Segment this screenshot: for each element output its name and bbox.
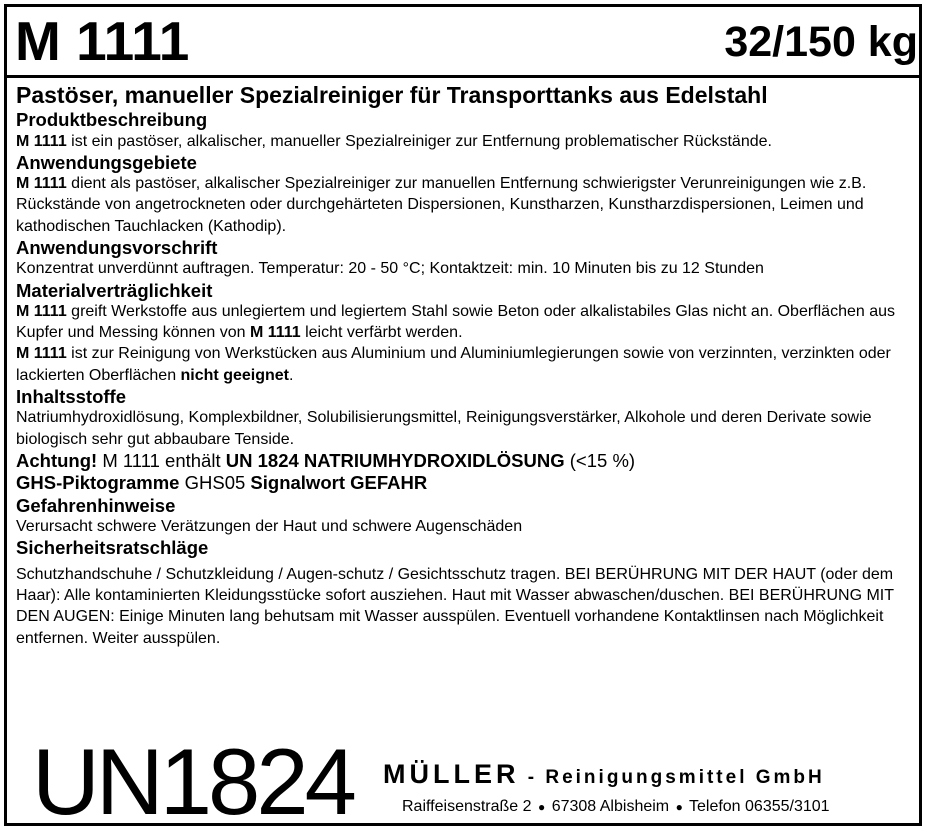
label-content bbox=[16, 82, 914, 649]
ghs-line bbox=[16, 472, 914, 495]
company-address bbox=[402, 796, 830, 818]
company-name: MÜLLER bbox=[383, 759, 520, 789]
achtung-label: Achtung! bbox=[16, 449, 98, 471]
section-heading-produktbeschreibung: Produktbeschreibung bbox=[16, 109, 208, 130]
product-code-inline: M 1111 bbox=[16, 345, 67, 363]
section-heading-sicherheitsratschlaege: Sicherheitsratschläge bbox=[16, 537, 209, 559]
achtung-body-a: M 1111 enthält bbox=[97, 449, 226, 471]
signal-word: Signalwort GEFAHR bbox=[250, 472, 428, 494]
produktbeschreibung-text bbox=[16, 131, 914, 152]
anwendungsvorschrift-text: Konzentrat unverdünnt auftragen. Temperatur: 20 - 50 °C; Kontaktzeit: min. 10 Minuten bis zu 12 Stunden bbox=[16, 260, 764, 278]
address-phone: Telefon 06355/3101 bbox=[688, 798, 830, 815]
product-code-inline: M 1111 bbox=[16, 132, 67, 150]
company-suffix: - Reinigungsmittel GmbH bbox=[519, 767, 825, 788]
product-code-inline: M 1111 bbox=[249, 324, 301, 342]
produktbeschreibung-body: ist ein pastöser, alkalischer, manueller Spezialreiniger zur Entfernung problematischer Rückstände. bbox=[66, 132, 772, 150]
ghs-label: GHS-Piktogramme bbox=[16, 472, 180, 494]
section-heading-inhaltsstoffe: Inhaltsstoffe bbox=[16, 385, 126, 407]
bullet-separator-icon: ● bbox=[675, 800, 683, 814]
sicherheitsratschlaege-text: Schutzhandschuhe / Schutzkleidung / Augen-schutz / Gesichtsschutz tragen. BEI BERÜHRUNG MIT DER HAUT (oder dem Haar): Alle kontaminierten Kleidungsstücke sofort ausziehen. Haut mit Wasser abwaschen/duschen. BEI BERÜHRUNG MIT DEN AUGEN: Einige Minuten lang behutsam mit Wasser ausspülen. Eventuell vorhandene Kontaktlinsen nach Möglichkeit entfernen. Weiter ausspülen. bbox=[16, 565, 894, 647]
bullet-separator-icon: ● bbox=[538, 800, 546, 814]
product-weight: 32/150 kg bbox=[724, 18, 918, 66]
materialvertraeglichkeit-body-c: ist zur Reinigung von Werkstücken aus Aluminium und Aluminiumlegierungen sowie von verzinnten, verzinkten oder lackierten Oberflächen bbox=[16, 345, 891, 384]
anwendungsgebiete-body: dient als pastöser, alkalischer Spezialreiniger zur manuellen Entfernung schwierigster Verunreinigungen wie z.B. Rückstände von angetrockneten oder durchgehärteten Dispersionen, Kunstharzen, Kunstharzdispersionen, Leimen und kathodischen Tauchlacken (Kathodip). bbox=[16, 175, 867, 235]
section-heading-anwendungsvorschrift: Anwendungsvorschrift bbox=[16, 236, 218, 258]
achtung-line bbox=[16, 450, 914, 473]
materialvertraeglichkeit-paragraph-1 bbox=[16, 301, 914, 343]
materialvertraeglichkeit-paragraph-2 bbox=[16, 343, 914, 385]
section-heading-anwendungsgebiete: Anwendungsgebiete bbox=[16, 151, 197, 173]
un-substance-name: UN 1824 NATRIUMHYDROXIDLÖSUNG bbox=[225, 449, 565, 471]
address-city: 67308 Albisheim bbox=[551, 798, 670, 815]
materialvertraeglichkeit-body-b: leicht verfärbt werden. bbox=[300, 324, 463, 342]
ghs-value: GHS05 bbox=[179, 472, 251, 494]
section-heading-gefahrenhinweise: Gefahrenhinweise bbox=[16, 494, 176, 516]
not-suitable-emphasis: nicht geeignet bbox=[180, 366, 289, 384]
product-code-inline: M 1111 bbox=[16, 175, 67, 193]
company-name-line bbox=[383, 758, 825, 794]
un-number: UN1824 bbox=[32, 729, 353, 834]
materialvertraeglichkeit-body-a: greift Werkstoffe aus unlegiertem und legiertem Stahl sowie Beton oder alkalistabiles Glas nicht an. Oberflächen aus Kupfer und Messing können von bbox=[16, 303, 896, 342]
section-heading-materialvertraeglichkeit: Materialverträglichkeit bbox=[16, 279, 213, 301]
product-code: M 1111 bbox=[15, 10, 190, 72]
anwendungsgebiete-text bbox=[16, 173, 914, 237]
product-title: Pastöser, manueller Spezialreiniger für Transporttanks aus Edelstahl bbox=[16, 82, 768, 108]
materialvertraeglichkeit-body-d: . bbox=[288, 366, 294, 384]
achtung-body-b: (<15 %) bbox=[564, 449, 636, 471]
label-header bbox=[4, 4, 922, 78]
product-code-inline: M 1111 bbox=[16, 303, 67, 321]
address-street: Raiffeisenstraße 2 bbox=[402, 798, 532, 815]
inhaltsstoffe-text: Natriumhydroxidlösung, Komplexbildner, Solubilisierungsmittel, Reinigungsverstärker, Alkohole und deren Derivate sowie biologisch sehr gut abbaubare Tenside. bbox=[16, 409, 872, 448]
gefahrenhinweise-text: Verursacht schwere Verätzungen der Haut und schwere Augenschäden bbox=[16, 518, 523, 536]
